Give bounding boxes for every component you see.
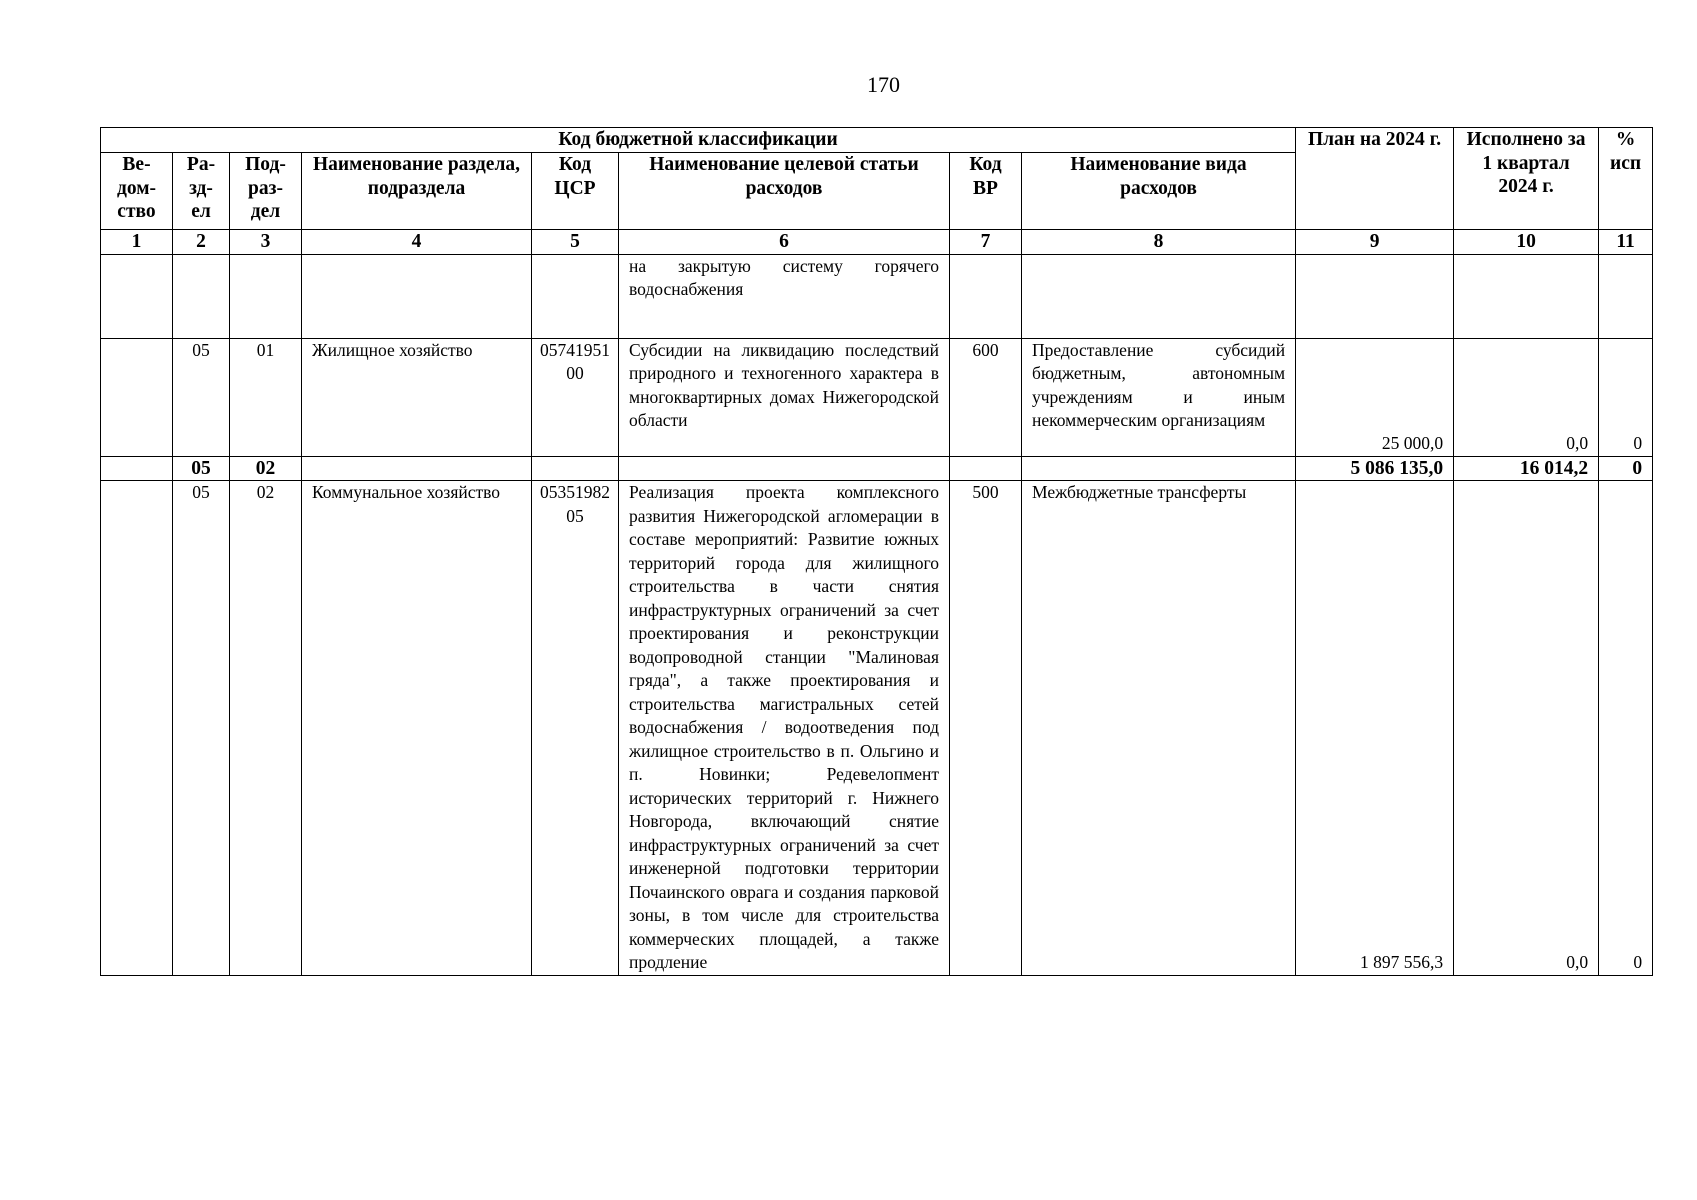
column-number: 8 <box>1022 230 1296 255</box>
header-expense-type: Наименование вида расходов <box>1022 153 1296 230</box>
cell-target-name: Субсидии на ликвидацию последствий природного и техногенного характера в многоквартирных домах Нижегородской области <box>619 338 950 456</box>
cell-razdel: 05 <box>173 456 230 481</box>
cell-vr: 500 <box>950 481 1022 976</box>
column-number: 1 <box>101 230 173 255</box>
cell-expense-type <box>1022 456 1296 481</box>
cell-plan: 1 897 556,3 <box>1296 481 1454 976</box>
cell-percent: 0 <box>1599 481 1653 976</box>
cell-podrazdel: 02 <box>230 481 302 976</box>
cell-podrazdel: 02 <box>230 456 302 481</box>
cell-section-name <box>302 254 532 338</box>
cell-expense-type: Межбюджетные трансферты <box>1022 481 1296 976</box>
column-number: 7 <box>950 230 1022 255</box>
cell-vedomstvo <box>101 254 173 338</box>
column-number: 2 <box>173 230 230 255</box>
cell-percent: 0 <box>1599 338 1653 456</box>
table-row <box>101 338 1653 456</box>
cell-vr <box>950 456 1022 481</box>
column-number: 4 <box>302 230 532 255</box>
header-executed-label: Исполнено за 1 квартал 2024 г. <box>1466 129 1586 197</box>
column-number: 10 <box>1454 230 1599 255</box>
column-number: 6 <box>619 230 950 255</box>
cell-percent: 0 <box>1599 456 1653 481</box>
column-number: 5 <box>532 230 619 255</box>
cell-razdel: 05 <box>173 338 230 456</box>
cell-plan: 25 000,0 <box>1296 338 1454 456</box>
header-podrazdel: Под-раз-дел <box>230 153 302 230</box>
header-percent-label: % исп <box>1609 129 1642 174</box>
header-razdel: Ра-зд-ел <box>173 153 230 230</box>
cell-csr <box>532 456 619 481</box>
cell-executed <box>1454 254 1599 338</box>
cell-podrazdel <box>230 254 302 338</box>
cell-vr: 600 <box>950 338 1022 456</box>
header-row-group <box>101 128 1653 153</box>
header-target-name: Наименование целевой статьи расходов <box>619 153 950 230</box>
cell-plan: 5 086 135,0 <box>1296 456 1454 481</box>
cell-vedomstvo <box>101 456 173 481</box>
header-executed <box>1454 128 1599 230</box>
table-row <box>101 481 1653 976</box>
cell-vr <box>950 254 1022 338</box>
header-plan <box>1296 128 1454 230</box>
header-percent <box>1599 128 1653 230</box>
cell-executed: 0,0 <box>1454 338 1599 456</box>
header-csr: Код ЦСР <box>532 153 619 230</box>
column-number: 11 <box>1599 230 1653 255</box>
table-row-subtotal <box>101 456 1653 481</box>
cell-section-name <box>302 456 532 481</box>
column-number: 9 <box>1296 230 1454 255</box>
page-number: 170 <box>867 72 900 97</box>
header-vedomstvo: Ве-дом-ство <box>101 153 173 230</box>
cell-percent <box>1599 254 1653 338</box>
cell-csr: 0574195100 <box>532 338 619 456</box>
header-section-name: Наименование раздела, подраздела <box>302 153 532 230</box>
cell-target-name: на закрытую систему горячего водоснабжения <box>619 254 950 338</box>
cell-executed: 0,0 <box>1454 481 1599 976</box>
column-number: 3 <box>230 230 302 255</box>
cell-razdel: 05 <box>173 481 230 976</box>
cell-target-name: Реализация проекта комплексного развития Нижегородской агломерации в составе мероприятий: Развитие южных территорий города для жилищного строительства в части снятия инфраструктурных ограничений за счет проектирования и реконструкции водопроводной станции "Малиновая гряда", а также проектирования и строительства магистральных сетей водоснабжения / водоотведения под жилищное строительство в п. Ольгино и п. Новинки; Редевелопмент исторических территорий г. Нижнего Новгорода, включающий снятие инфраструктурных ограничений за счет инженерной подготовки территории Почаинского оврага и создания парковой зоны, в том числе для строительства коммерческих площадей, а также продление <box>619 481 950 976</box>
cell-plan <box>1296 254 1454 338</box>
header-vr: Код ВР <box>950 153 1022 230</box>
header-row-numbers <box>101 230 1653 255</box>
cell-executed: 16 014,2 <box>1454 456 1599 481</box>
cell-section-name: Коммунальное хозяйство <box>302 481 532 976</box>
cell-expense-type: Предоставление субсидий бюджетным, автономным учреждениям и иным некоммерческим организациям <box>1022 338 1296 456</box>
cell-section-name: Жилищное хозяйство <box>302 338 532 456</box>
budget-table <box>100 127 1653 976</box>
cell-podrazdel: 01 <box>230 338 302 456</box>
cell-razdel <box>173 254 230 338</box>
cell-csr <box>532 254 619 338</box>
cell-vedomstvo <box>101 338 173 456</box>
header-budget-classification: Код бюджетной классификации <box>101 128 1296 153</box>
header-plan-label: План на 2024 г. <box>1307 129 1442 150</box>
cell-expense-type <box>1022 254 1296 338</box>
table-row <box>101 254 1653 338</box>
cell-csr: 0535198205 <box>532 481 619 976</box>
cell-target-name <box>619 456 950 481</box>
cell-vedomstvo <box>101 481 173 976</box>
